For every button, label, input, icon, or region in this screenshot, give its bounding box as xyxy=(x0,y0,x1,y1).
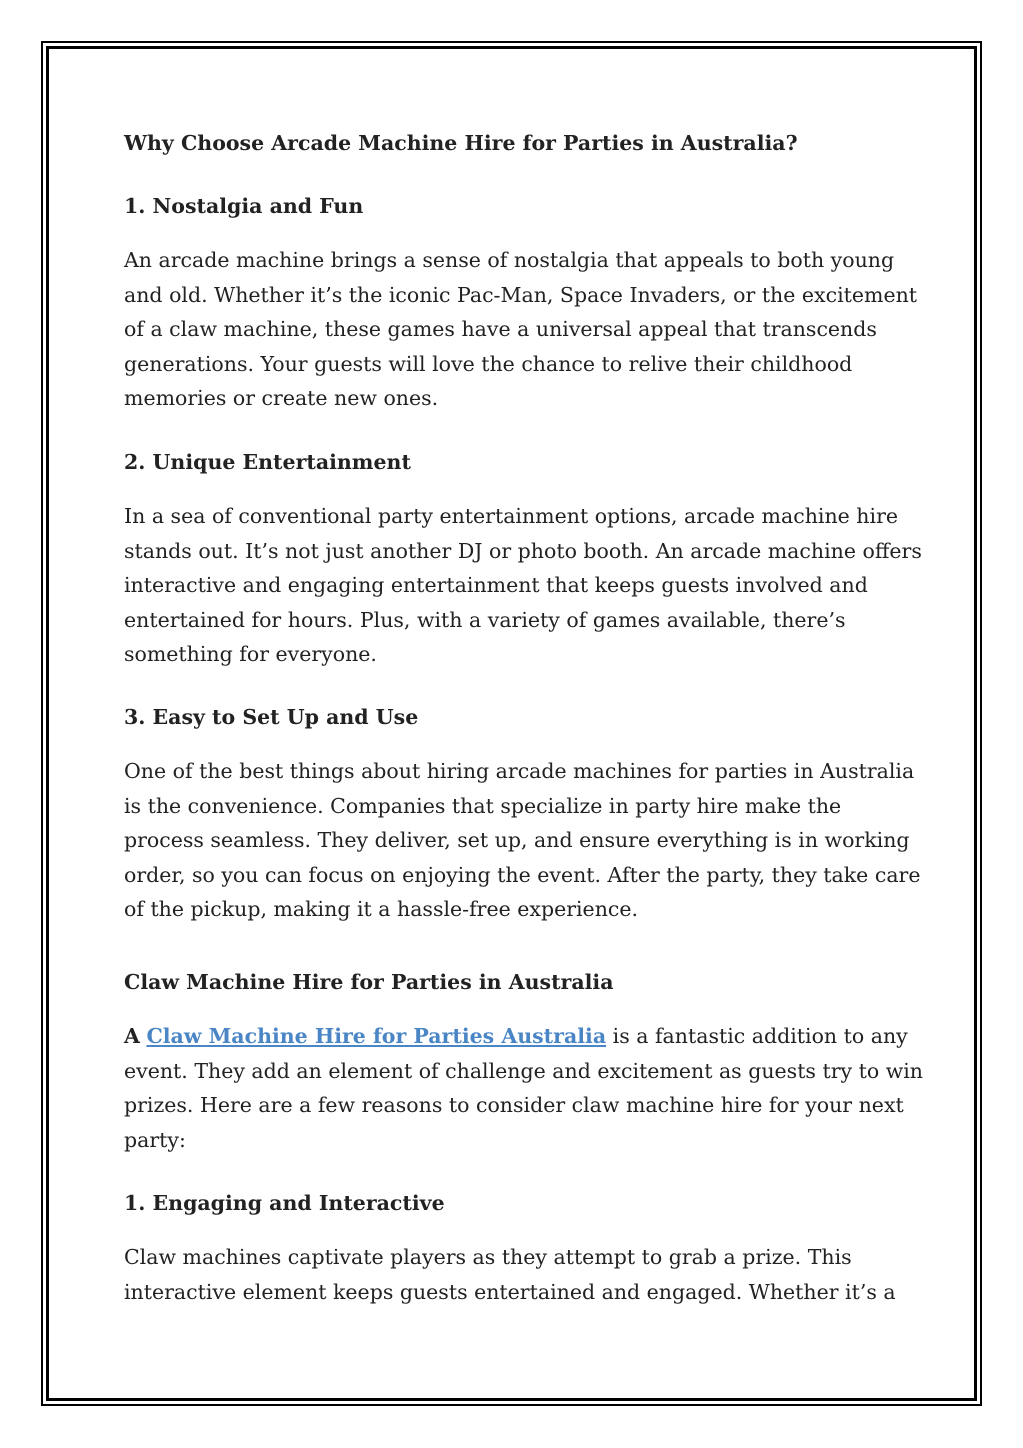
claw-machine-hire-link[interactable]: Claw Machine Hire for Parties Australia xyxy=(146,1024,607,1048)
heading-unique-entertainment: 2. Unique Entertainment xyxy=(124,450,411,474)
paragraph-line: is the convenience. Companies that specialize in party hire make the xyxy=(124,793,842,818)
heading-nostalgia: 1. Nostalgia and Fun xyxy=(124,194,364,218)
paragraph-line: party: xyxy=(124,1127,186,1152)
paragraph-line: interactive element keeps guests entertained and engaged. Whether it’s a xyxy=(124,1279,896,1304)
paragraph-line: An arcade machine brings a sense of nostalgia that appeals to both young xyxy=(124,248,895,272)
heading-easy-setup: 3. Easy to Set Up and Use xyxy=(124,705,419,729)
heading-engaging-interactive: 1. Engaging and Interactive xyxy=(124,1191,445,1215)
heading-claw-machine-hire: Claw Machine Hire for Parties in Australia xyxy=(124,970,614,994)
paragraph-line: In a sea of conventional party entertainment options, arcade machine hire xyxy=(124,504,898,528)
paragraph-line: One of the best things about hiring arcade machines for parties in Australia xyxy=(124,759,915,783)
paragraph-easy-setup xyxy=(124,754,920,927)
lead-letter: A xyxy=(124,1024,140,1048)
paragraph-line: process seamless. They deliver, set up, and ensure everything is in working xyxy=(124,828,910,853)
paragraph-line: Claw machines captivate players as they attempt to grab a prize. This xyxy=(124,1245,852,1269)
paragraph-text: is a fantastic addition to any xyxy=(612,1024,908,1048)
paragraph-line: interactive and engaging entertainment that keeps guests involved and xyxy=(124,573,868,598)
paragraph-unique-entertainment xyxy=(124,499,922,672)
paragraph-nostalgia xyxy=(124,243,917,416)
main-title: Why Choose Arcade Machine Hire for Parties in Australia? xyxy=(124,131,798,155)
paragraph-line: of a claw machine, these games have a universal appeal that transcends xyxy=(124,317,877,342)
paragraph-line: entertained for hours. Plus, with a variety of games available, there’s xyxy=(124,607,846,632)
paragraph-engaging-interactive xyxy=(124,1240,896,1309)
paragraph-line: prizes. Here are a few reasons to consider claw machine hire for your next xyxy=(124,1093,904,1118)
paragraph-line: event. They add an element of challenge and excitement as guests try to win xyxy=(124,1058,924,1083)
paragraph-line-with-link xyxy=(124,1019,923,1054)
paragraph-line: stands out. It’s not just another DJ or photo booth. An arcade machine offers xyxy=(124,538,922,563)
paragraph-line: memories or create new ones. xyxy=(124,386,439,411)
paragraph-line: and old. Whether it’s the iconic Pac-Man, Space Invaders, or the excitement xyxy=(124,282,918,307)
paragraph-line: generations. Your guests will love the chance to relive their childhood xyxy=(124,351,853,376)
paragraph-line: order, so you can focus on enjoying the event. After the party, they take care xyxy=(124,862,921,887)
paragraph-line: of the pickup, making it a hassle-free experience. xyxy=(124,897,639,922)
paragraph-claw-intro xyxy=(124,1019,923,1157)
paragraph-line: something for everyone. xyxy=(124,642,377,667)
